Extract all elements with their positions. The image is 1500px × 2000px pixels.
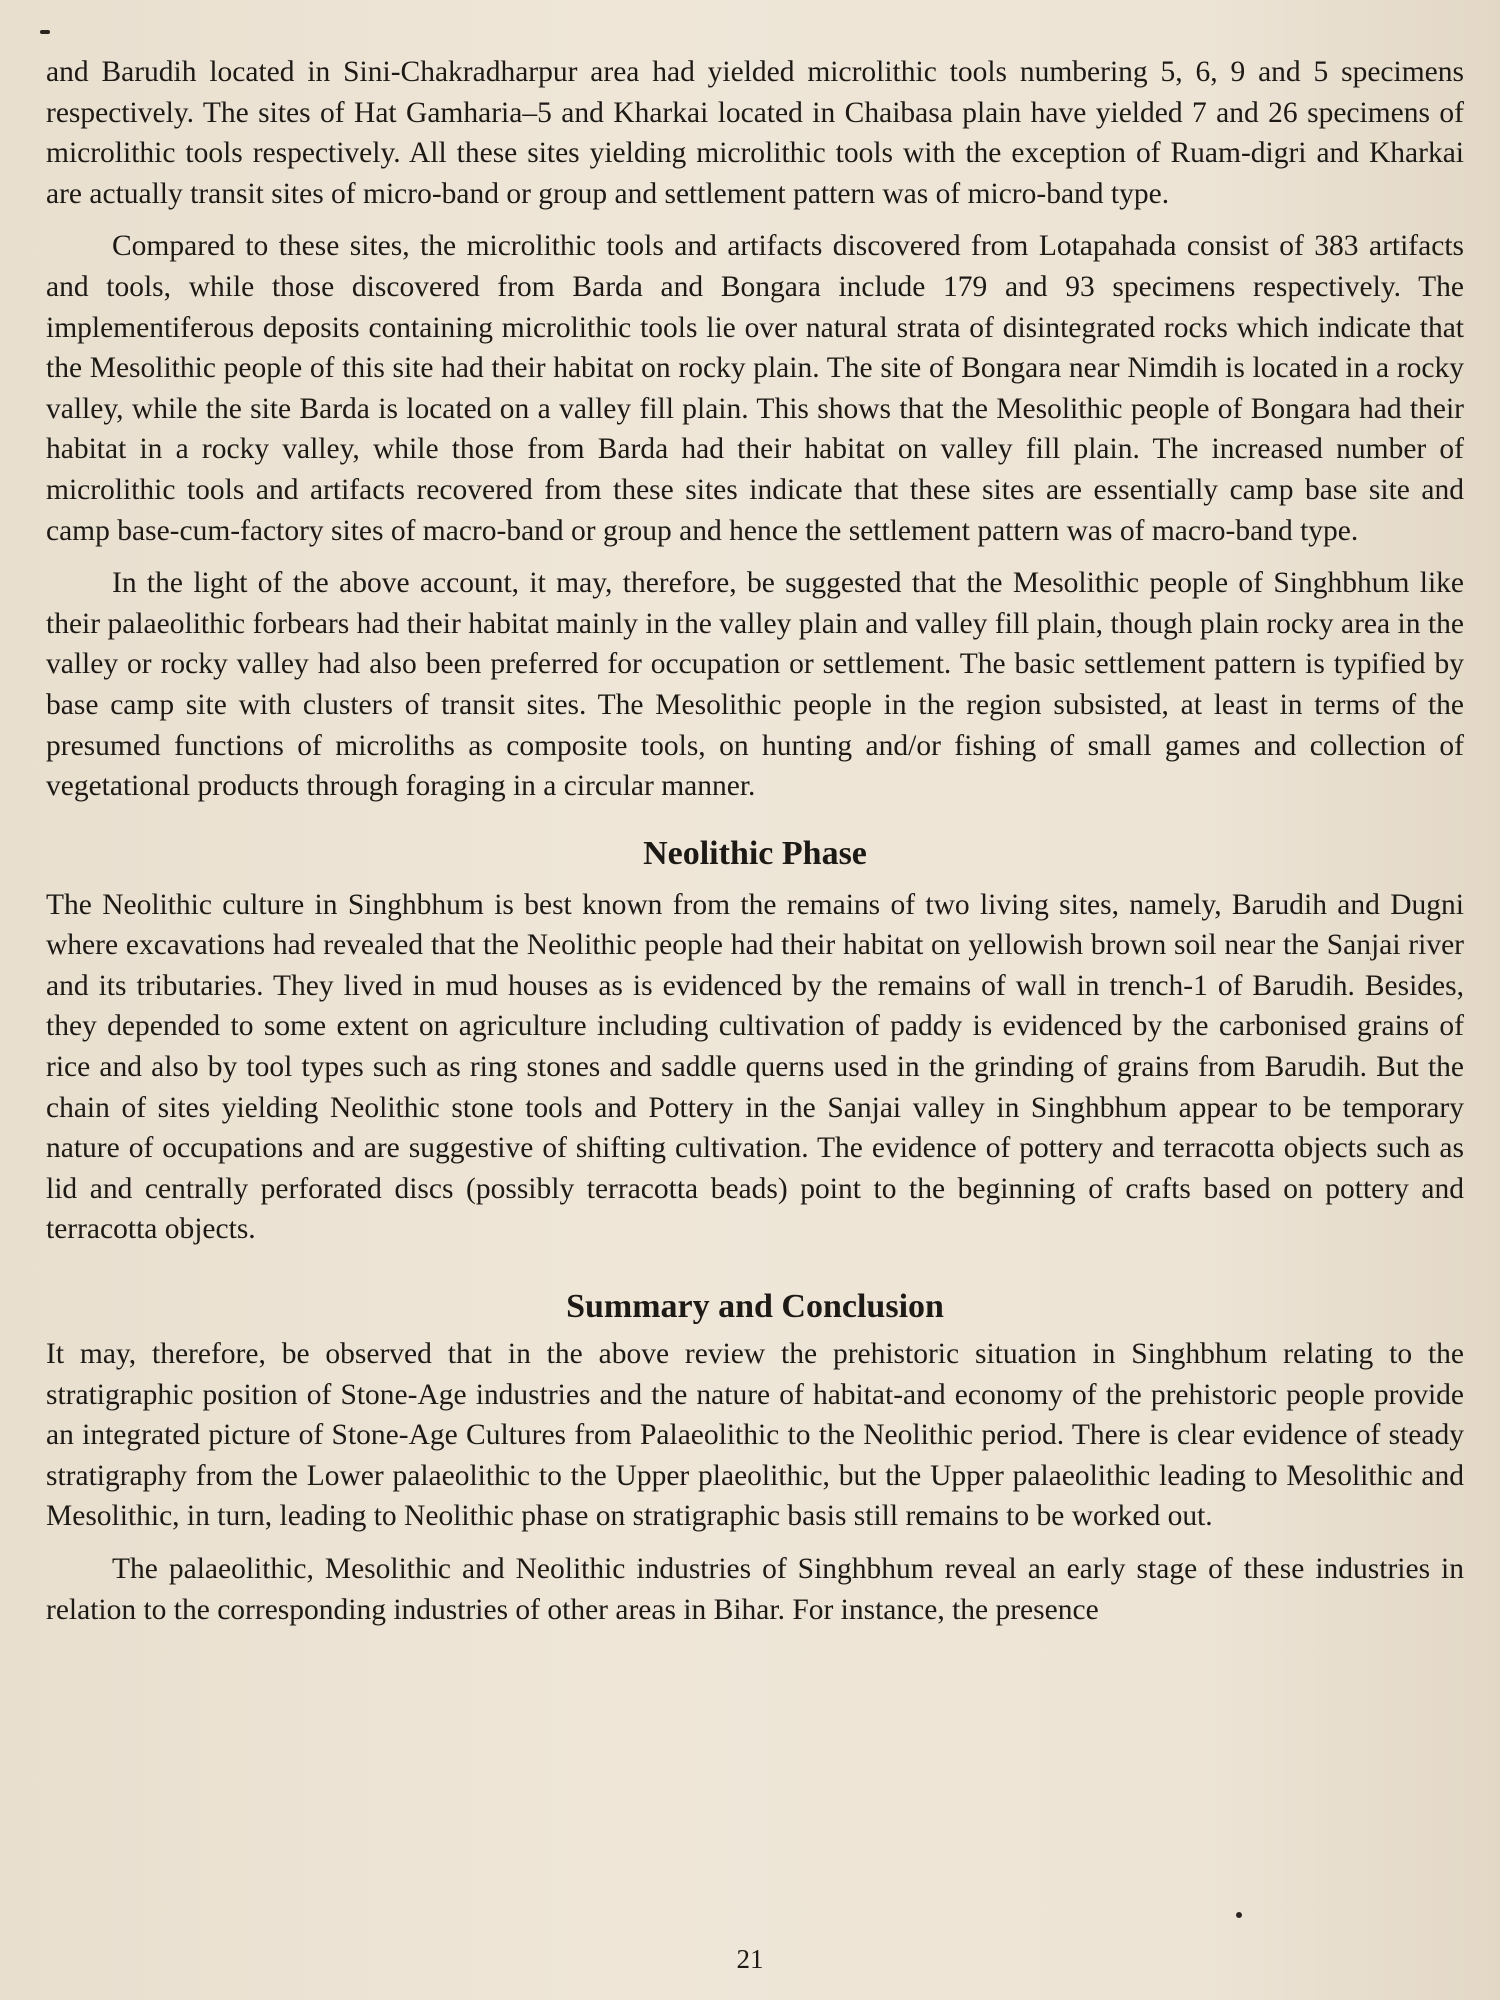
paragraph: Compared to these sites, the microlithic tools and artifacts discovered from Lotapahada consist of 383 artifacts and tools, while those discovered from Barda and Bongara include 179 and 93 specimens respectively. The implementiferous deposits containing microlithic tools lie over natural strata of disintegrated rocks which indicate that the Mesolithic people of this site had their habitat on rocky plain. The site of Bongara near Nimdih is located in a rocky valley, while the site Barda is located on a valley fill plain. This shows that the Mesolithic people of Bongara had their habitat in a rocky valley, while those from Barda had their habitat on valley fill plain. The increased number of microlithic tools and artifacts recovered from these sites indicate that these sites are essentially camp base site and camp base-cum-factory sites of macro-band or group and hence the settlement pattern was of macro-band type. — [46, 230, 1464, 547]
paragraph: The palaeolithic, Mesolithic and Neolithic industries of Singhbhum reveal an early stage of these industries in relation to the corresponding industries of other areas in Bihar. For instance, the presence — [46, 1553, 1464, 1626]
paragraph: and Barudih located in Sini-Chakradharpur area had yielded microlithic tools numbering 5, 6, 9 and 5 specimens respectively. The sites of Hat Gamharia–5 and Kharkai located in Chaibasa plain have yielded 7 and 26 specimens of microlithic tools respectively. All these sites yielding microlithic tools with the exception of Ruam-digri and Kharkai are actually transit sites of micro-band or group and settlement pattern was of micro-band type. — [46, 56, 1464, 210]
page-number: 21 — [736, 1944, 764, 1974]
section-heading: Summary and Conclusion — [566, 1288, 944, 1326]
section-heading: Neolithic Phase — [643, 834, 867, 872]
body-text — [46, 52, 1464, 1630]
paragraph: In the light of the above account, it may, therefore, be suggested that the Mesolithic people of Singhbhum like their palaeolithic forbears had their habitat mainly in the valley plain and valley fill plain, though plain rocky area in the valley or rocky valley had also been preferred for occupation or settlement. The basic settlement pattern is typified by base camp site with clusters of transit sites. The Mesolithic people in the region subsisted, at least in terms of the presumed functions of microliths as composite tools, on hunting and/or fishing of small games and collection of vegetational products through foraging in a circular manner. — [46, 567, 1464, 803]
scan-speck — [40, 30, 50, 34]
paragraph: The Neolithic culture in Singhbhum is best known from the remains of two living sites, namely, Barudih and Dugni where excavations had revealed that the Neolithic people had their habitat on yellowish brown soil near the Sanjai river and its tributaries. They lived in mud houses as is evidenced by the remains of wall in trench-1 of Barudih. Besides, they depended to some extent on agriculture including cultivation of paddy is evidenced by the carbonised grains of rice and also by tool types such as ring stones and saddle querns used in the grinding of grains from Barudih. But the chain of sites yielding Neolithic stone tools and Pottery in the Sanjai valley in Singhbhum appear to be temporary nature of occupations and are suggestive of shifting cultivation. The evidence of pottery and terracotta objects such as lid and centrally perforated discs (possibly terracotta beads) point to the beginning of crafts based on pottery and terracotta objects. — [46, 888, 1464, 1246]
paragraph: It may, therefore, be observed that in the above review the prehistoric situation in Singhbhum relating to the stratigraphic position of Stone-Age industries and the nature of habitat-and economy of the prehistoric people provide an integrated picture of Stone-Age Cultures from Palaeolithic to the Neolithic period. There is clear evidence of steady stratigraphy from the Lower palaeolithic to the Upper plaeolithic, but the Upper palaeolithic leading to Mesolithic and Mesolithic, in turn, leading to Neolithic phase on stratigraphic basis still remains to be worked out. — [46, 1338, 1464, 1533]
scan-speck — [1236, 1912, 1242, 1918]
